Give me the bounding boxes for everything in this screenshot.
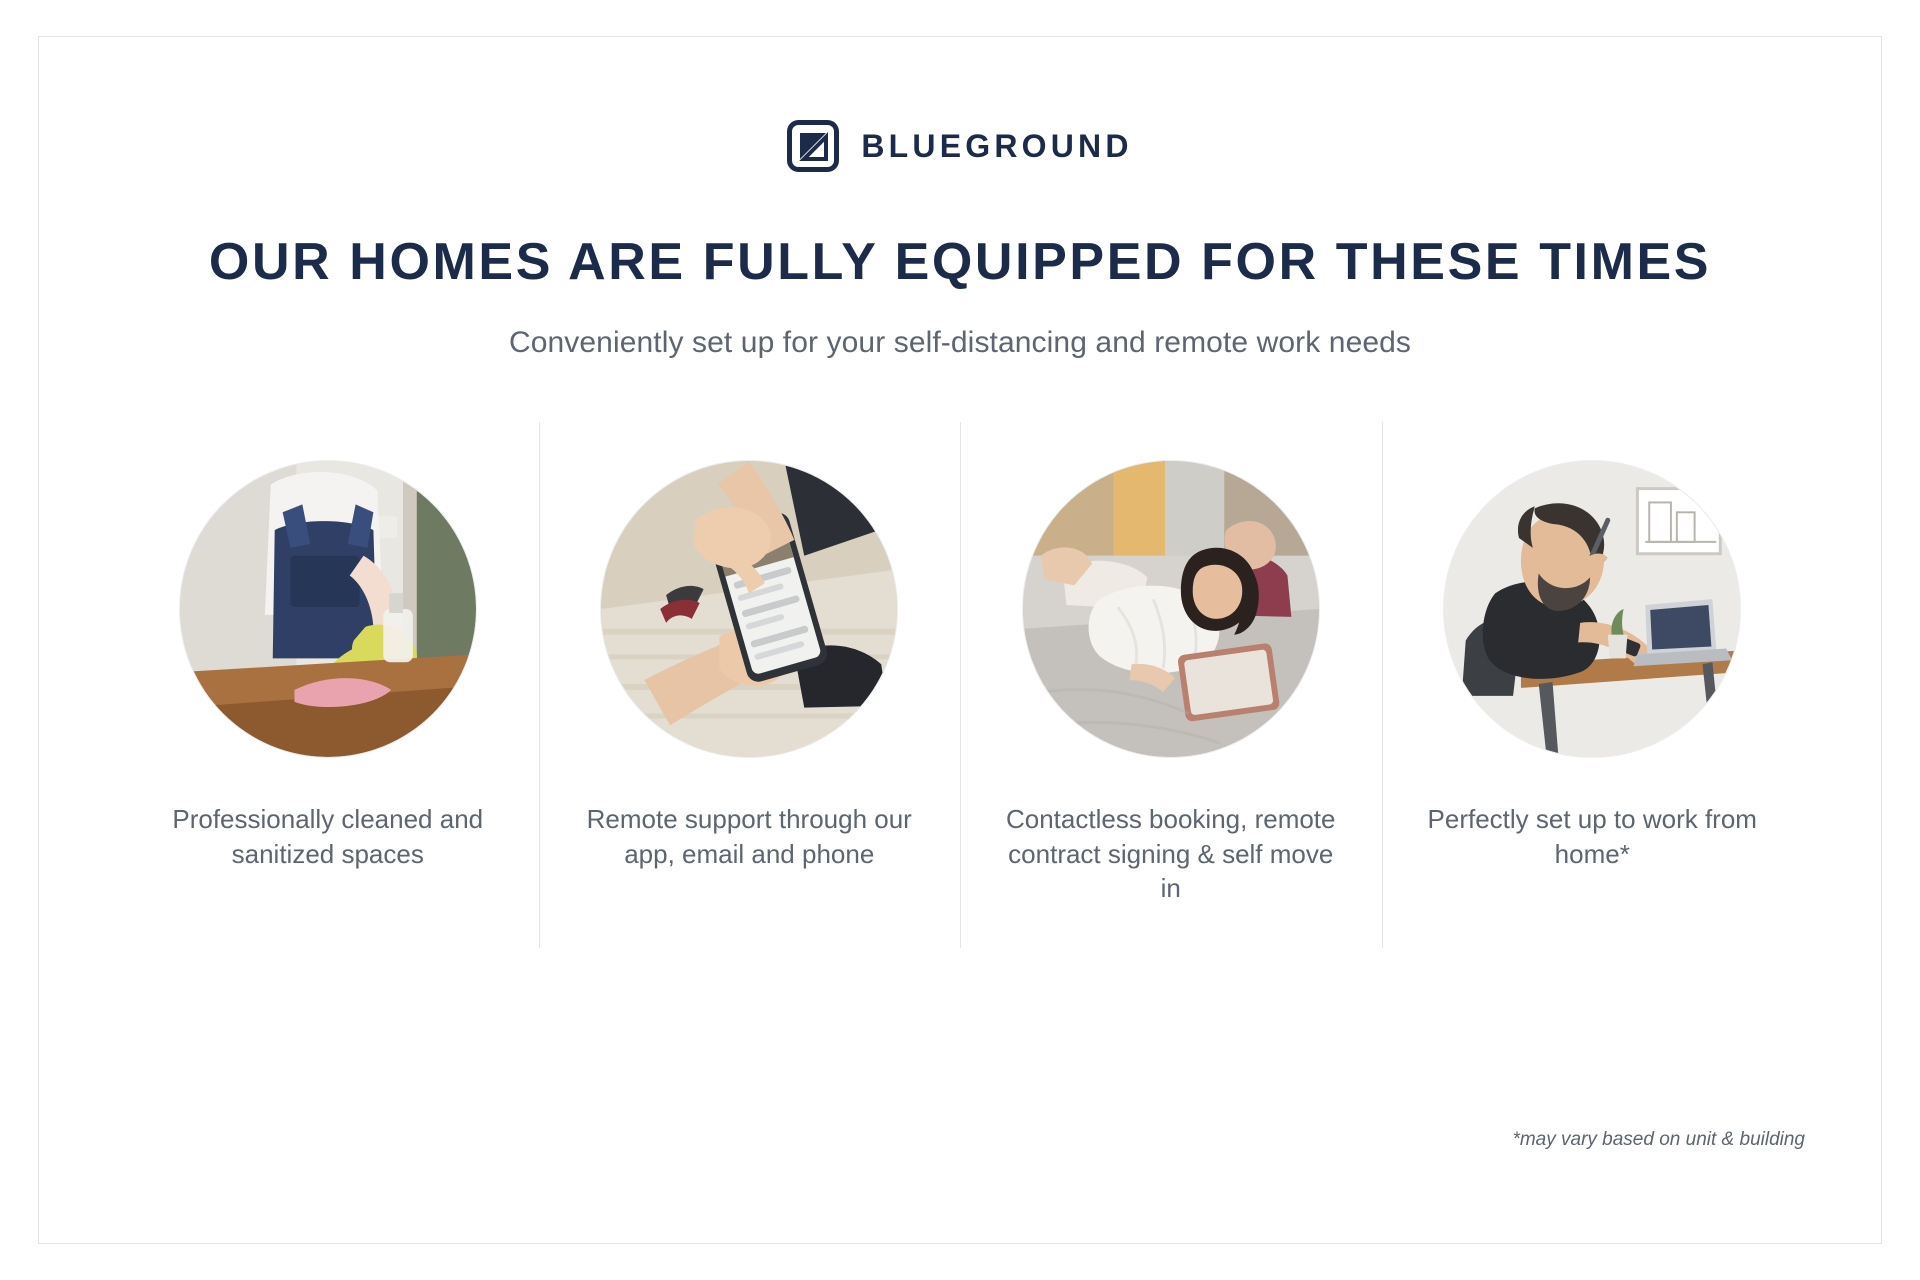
photo-cleaning-person (179, 460, 477, 758)
page-subtitle: Conveniently set up for your self-distancing and remote work needs (508, 326, 1412, 360)
footnote: *may vary based on unit & building (1512, 1129, 1805, 1150)
feature-column-remote-support (539, 422, 961, 948)
feature-caption: Remote support through our app, email and phone (586, 804, 912, 869)
feature-caption: Perfectly set up to work from home* (1427, 804, 1757, 869)
feature-column-cleaning (117, 422, 539, 948)
photo-hands-holding-phone (600, 460, 898, 758)
poster-frame (38, 36, 1882, 1244)
feature-caption: Contactless booking, remote contract signing & self move in (1005, 804, 1336, 904)
brand-name: BLUEGROUND (861, 127, 1133, 164)
feature-column-work-from-home (1382, 422, 1804, 948)
photo-man-working-at-desk (1443, 460, 1741, 758)
feature-caption: Professionally cleaned and sanitized spaces (172, 804, 484, 869)
feature-columns (39, 422, 1881, 948)
page-title: OUR HOMES ARE FULLY EQUIPPED FOR THESE TIMES (208, 233, 1712, 291)
brand-logo (39, 120, 1881, 172)
blueground-logo-icon (787, 120, 839, 172)
feature-column-contactless-booking (960, 422, 1382, 948)
photo-woman-with-tablet-on-bed (1022, 460, 1320, 758)
